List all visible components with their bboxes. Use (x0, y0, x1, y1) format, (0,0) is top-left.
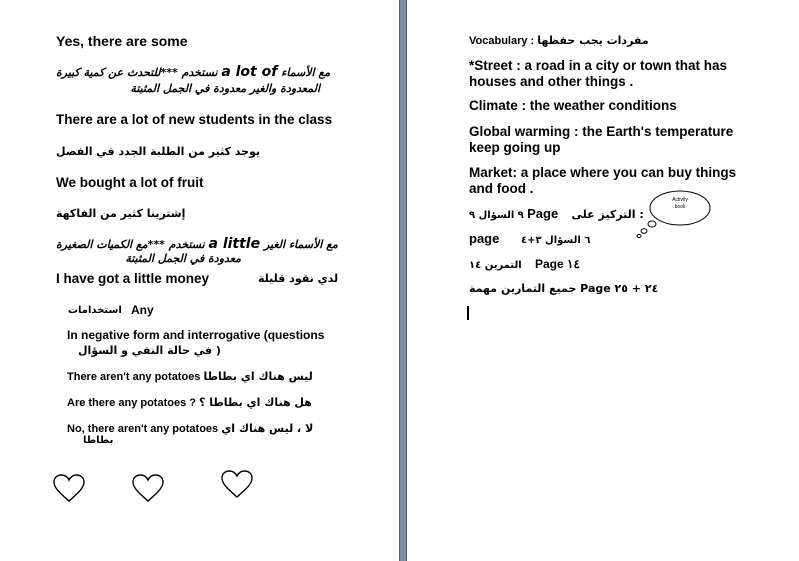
heart-icon (52, 473, 86, 503)
climate-line: Climate : the weather conditions (469, 98, 677, 113)
example-6-line2: بطاطا (83, 435, 114, 446)
activity-book-label: Activity book (672, 197, 688, 210)
page-row-2: page ٦ السؤال ٣+٤ (469, 231, 591, 246)
vocabulary-heading: Vocabulary : مفردات يجب حفظها (469, 34, 649, 47)
a-lot-of-rule: نستخدم ***للتحدث عن كمية كبيرة a lot of مع الأسماء (56, 64, 331, 80)
a-lot-of-rule-line2: المعدودة والغير معدودة في الجمل المثبتة (130, 82, 320, 95)
example-1-ar: يوجد كثير من الطلبة الجدد في الفصل (56, 145, 261, 158)
heart-icon (220, 469, 254, 499)
page-row-4: جميع التمارين مهمة Page ٢٤ + ٢٥ (469, 282, 659, 295)
market-line-2: and food . (469, 181, 534, 196)
example-2-en: We bought a lot of fruit (56, 175, 204, 190)
global-warming-line-1: Global warming : the Earth's temperature (469, 124, 734, 139)
street-line-1: *Street : a road in a city or town that has (469, 58, 728, 73)
any-arabic: استخدامات (68, 305, 122, 316)
any-label: Any (131, 303, 154, 317)
a-little-rule: نستخدم ***مع الكميات الصغيرة a little مع الأسماء الغير (56, 236, 338, 252)
heading-yes: Yes, there are some (56, 33, 188, 49)
page-row-3: التمرين ١٤ Page ١٤ (469, 257, 580, 271)
example-5: Are there any potatoes ? هل هناك اي بطاطا ؟ (67, 396, 312, 409)
market-line-1: Market: a place where you can buy things (469, 165, 737, 180)
example-2-ar: إشترينا كثير من الفاكهة (56, 207, 186, 220)
example-4: There aren't any potatoes ليس هناك اي بطاطا (67, 370, 313, 383)
street-line-2: houses and other things . (469, 74, 634, 89)
example-3-en: I have got a little money (56, 271, 210, 286)
negative-line-2: في حالة النفي و السؤال ) (78, 344, 221, 357)
right-page (407, 0, 799, 561)
example-1-en: There are a lot of new students in the class (56, 112, 333, 127)
focus-row: ٩ السؤال ٩ Page التركيز على : (469, 206, 644, 221)
left-page (0, 0, 399, 561)
text-cursor (467, 306, 469, 320)
example-3-ar: لدي نقود قليلة (258, 272, 339, 285)
global-warming-line-2: keep going up (469, 140, 561, 155)
example-6: No, there aren't any potatoes لا ، ليس هناك اي (67, 422, 314, 435)
negative-line-1: In negative form and interrogative (questions (67, 328, 325, 342)
activity-book-thought-bubble (635, 188, 713, 240)
a-little-rule-line2: معدودة في الجمل المثبتة (125, 252, 241, 265)
heart-icon (131, 473, 165, 503)
